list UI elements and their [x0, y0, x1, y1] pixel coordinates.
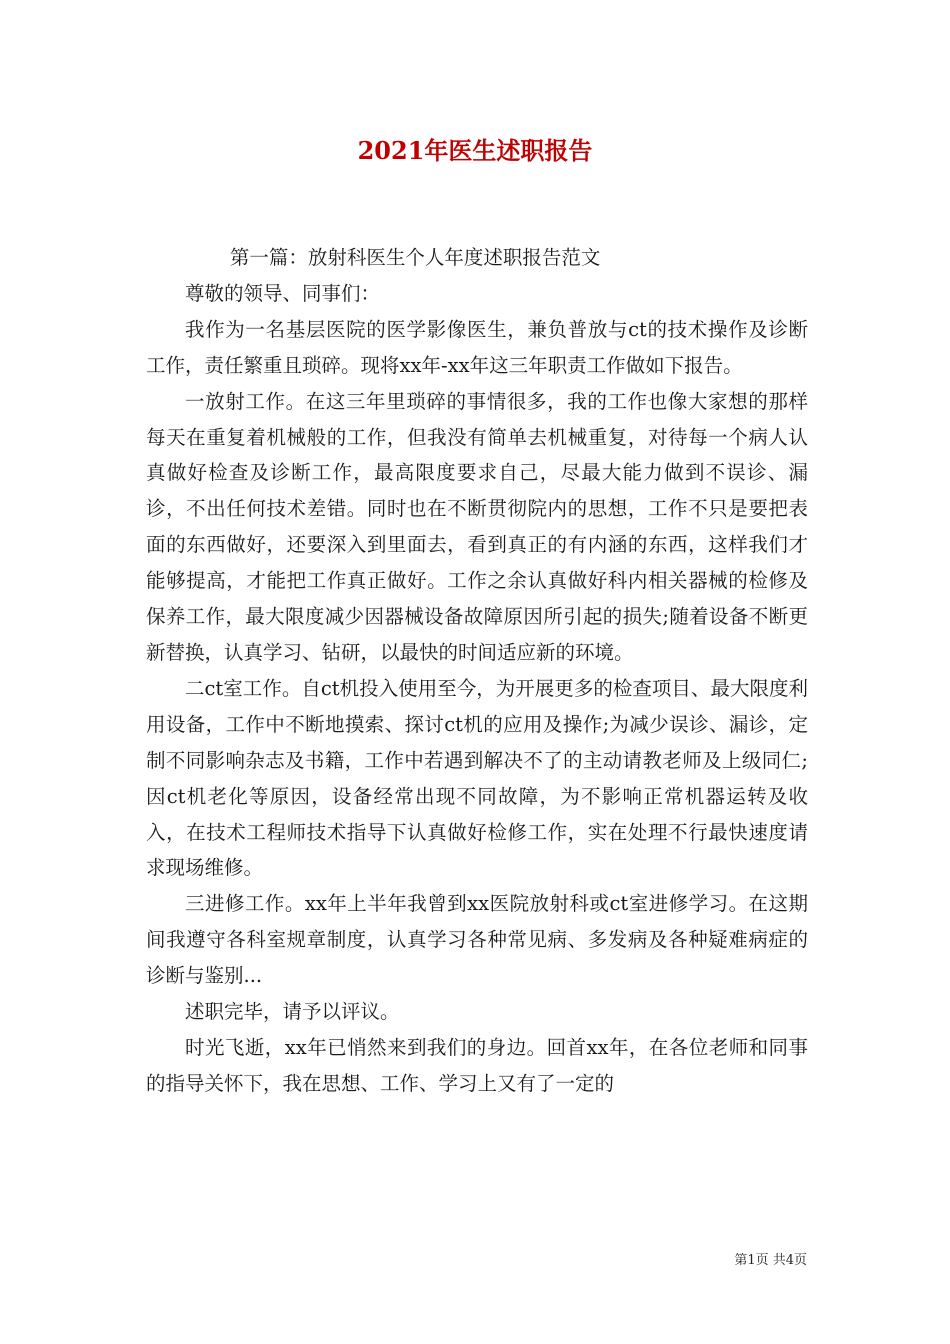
page-indicator: 第1页 共4页	[734, 1253, 807, 1268]
paragraph-ct-room-work: 二ct室工作。自ct机投入使用至今，为开展更多的检查项目、最大限度利用设备，工作中不断地摸索、探讨ct机的应用及操作;为减少误诊、漏诊，定制不同影响杂志及书籍，工作中若遇到解决不了的主动请教老师及上级同仁;因ct机老化等原因，设备经常出现不同故障，为不影响正常机器运转及收入，在技术工程师技术指导下认真做好检修工作，实在处理不行最快速度请求现场维修。	[146, 676, 808, 880]
paragraph-closing: 述职完毕，请予以评议。	[185, 1000, 400, 1024]
document-body	[146, 240, 808, 1102]
paragraph-intro: 我作为一名基层医院的医学影像医生，兼负普放与ct的技术操作及诊断工作，责任繁重且琐碎。现将xx年-xx年这三年职责工作做如下报告。	[146, 317, 808, 377]
paragraph-continuation: 时光飞逝，xx年已悄然来到我们的身边。回首xx年，在各位老师和同事的指导关怀下，我在思想、工作、学习上又有了一定的	[146, 1035, 808, 1095]
salutation: 尊敬的领导、同事们：	[185, 281, 381, 305]
document-title: 2021年医生述职报告	[357, 136, 593, 165]
section-heading: 第一篇：放射科医生个人年度述职报告范文	[229, 246, 601, 269]
paragraph-training-work: 三进修工作。xx年上半年我曾到xx医院放射科或ct室进修学习。在这期间我遵守各科室规章制度，认真学习各种常见病、多发病及各种疑难病症的诊断与鉴别...	[146, 892, 808, 988]
paragraph-radiology-work: 一放射工作。在这三年里琐碎的事情很多，我的工作也像大家想的那样每天在重复着机械般的工作，但我没有简单去机械重复，对待每一个病人认真做好检查及诊断工作，最高限度要求自己，尽最大能力做到不误诊、漏诊，不出任何技术差错。同时也在不断贯彻院内的思想，工作不只是要把表面的东西做好，还要深入到里面去，看到真正的有内涵的东西，这样我们才能够提高，才能把工作真正做好。工作之余认真做好科内相关器械的检修及保养工作，最大限度减少因器械设备故障原因所引起的损失;随着设备不断更新替换，认真学习、钻研，以最快的时间适应新的环境。	[146, 389, 808, 664]
